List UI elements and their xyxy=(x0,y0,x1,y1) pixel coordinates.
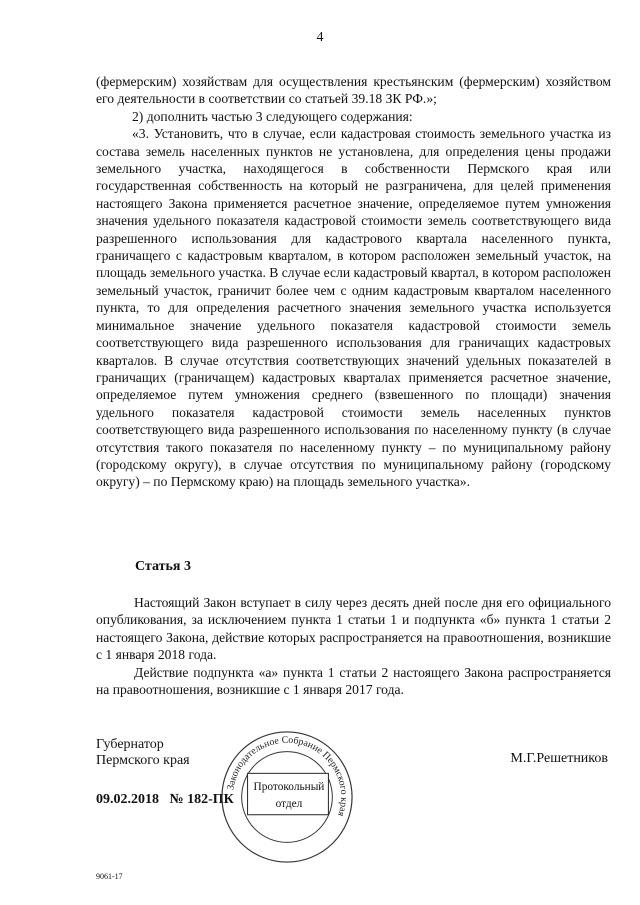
paragraph-part3: «3. Установить, что в случае, если кадастровая стоимость земельного участка из состава земель населенных пунктов не установлена, для определения цены продажи земельного участка, находящегося в собственности Пермского края или государственная собственность на который не разграничена, для целей применения настоящего Закона применяется расчетное значение, определяемое путем умножения значения удельного показателя кадастровой стоимости земель соответствующего вида разрешенного использования для кадастрового квартала населенного пункта, граничащего с кадастровым кварталом, в котором расположен земельный участок, на площадь земельного участка. В случае если кадастровый квартал, в котором расположен земельный участок, граничит более чем с одним кадастровым кварталом населенного пункта, то для определения расчетного значения земельного участка используется минимальное значение удельного показателя кадастровой стоимости земель соответствующего вида разрешенного использования для граничащих кадастровых кварталов. В случае отсутствия соответствующих значений удельных показателей в граничащих (граничащем) кадастровых кварталах применяется расчетное значение, определяемое путем умножения среднего (взвешенного по площади) значения удельного показателя кадастровой стоимости земель населенных пунктов соответствующего вида разрешенного использования по населенному пункту (в случае отсутствия такого показателя по населенному пункту – по муниципальному району (городскому округу), в случае отсутствия по муниципальному району (городскому округу) – по Пермскому краю) на площадь земельного участка». xyxy=(96,126,611,490)
article-heading: Статья 3 xyxy=(135,559,191,574)
paragraph-retroactive: Действие подпункта «а» пункта 1 статьи 2 настоящего Закона распространяется на правоотношения, возникшие с 1 января 2017 года. xyxy=(96,664,611,698)
official-stamp xyxy=(218,728,356,866)
signatory-title xyxy=(96,737,190,769)
body-text-top xyxy=(96,73,611,491)
paragraph-continuation: (фермерским) хозяйствам для осуществления крестьянским (фермерским) хозяйством его деятельности в соответствии со статьей 39.18 ЗК РФ.»; xyxy=(96,74,611,107)
signatory-name: М.Г.Решетников xyxy=(510,751,608,766)
document-code: 9061-17 xyxy=(96,872,123,881)
stamp-line2: отдел xyxy=(275,797,303,810)
paragraph-amendment-intro: 2) дополнить частью 3 следующего содержания: xyxy=(132,108,413,124)
body-text-article3 xyxy=(96,594,611,698)
stamp-ring-text: Законодательное Собрание Пермского края xyxy=(225,734,350,818)
stamp-line1: Протокольный xyxy=(253,781,325,794)
paragraph-entry-into-force: Настоящий Закон вступает в силу через десять дней после дня его официального опубликования, за исключением пункта 1 статьи 1 и подпункта «б» пункта 1 статьи 2 настоящего Закона, действие которых распространяется на правоотношения, возникшие с 1 января 2018 года. xyxy=(96,595,611,663)
date-and-law-number: 09.02.2018 № 182-ПК xyxy=(96,792,234,807)
signatory-title-line2: Пермского края xyxy=(96,753,190,768)
page-number: 4 xyxy=(316,30,324,45)
signatory-title-line1: Губернатор xyxy=(96,737,164,752)
